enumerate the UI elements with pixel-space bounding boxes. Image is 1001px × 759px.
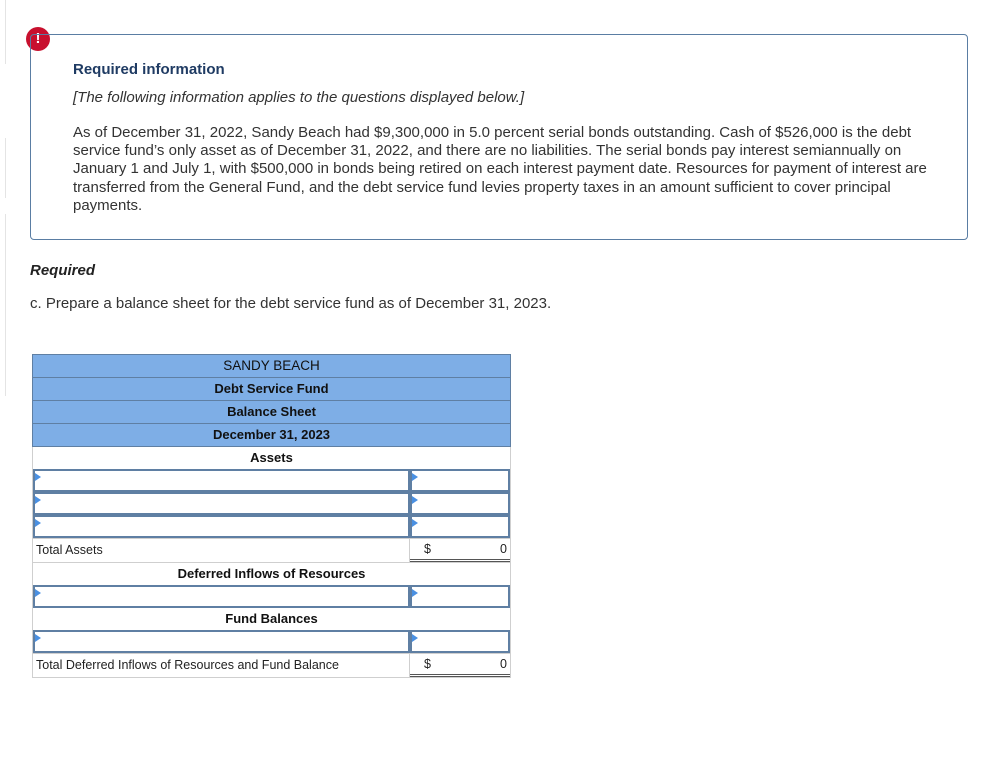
asset-account-dropdown-3[interactable] (33, 515, 410, 538)
sheet-header-statement: Balance Sheet (32, 400, 511, 423)
total-assets-value (410, 539, 510, 562)
required-information-box (30, 34, 968, 240)
sheet-header-fund: Debt Service Fund (32, 377, 511, 400)
asset-row-3 (32, 515, 511, 538)
deferred-row-1 (32, 585, 511, 608)
assets-section-label: Assets (32, 447, 511, 469)
required-label: Required (30, 262, 96, 279)
sheet-header-date: December 31, 2023 (32, 423, 511, 447)
asset-account-dropdown-2[interactable] (33, 492, 410, 515)
balance-sheet-worksheet (32, 354, 511, 678)
total-deferred-currency: $ (424, 657, 431, 671)
total-deferred-amount: 0 (500, 657, 507, 671)
left-edge-rule (0, 0, 6, 400)
asset-row-1 (32, 469, 511, 492)
deferred-amount-input-1[interactable] (410, 585, 510, 608)
fund-balance-row-1 (32, 630, 511, 653)
exclamation-icon: ! (26, 27, 50, 51)
asset-row-2 (32, 492, 511, 515)
total-assets-label: Total Assets (33, 539, 410, 562)
asset-amount-input-1[interactable] (410, 469, 510, 492)
asset-amount-input-2[interactable] (410, 492, 510, 515)
asset-account-dropdown-1[interactable] (33, 469, 410, 492)
question-text: c. Prepare a balance sheet for the debt service fund as of December 31, 2023. (30, 295, 552, 312)
total-assets-currency: $ (424, 542, 431, 556)
total-deferred-fund-balance-row (32, 653, 511, 678)
total-deferred-fund-balance-label: Total Deferred Inflows of Resources and Fund Balance (33, 654, 410, 677)
deferred-account-dropdown-1[interactable] (33, 585, 410, 608)
info-body: As of December 31, 2022, Sandy Beach had $9,300,000 in 5.0 percent serial bonds outstanding. Cash of $526,000 is the debt service fund’s only asset as of December 31, 2022, and there are no liabilities. The serial bonds pay interest semiannually on January 1 and July 1, with $500,000 in bonds being retired on each interest payment date. Resources for payment of interest are transferred from the General Fund, and the debt service fund levies property taxes in an amount sufficient to cover principal payments. (73, 124, 927, 214)
asset-amount-input-3[interactable] (410, 515, 510, 538)
total-deferred-fund-balance-value (410, 654, 510, 677)
fund-balances-section-label: Fund Balances (32, 608, 511, 630)
fund-balance-account-dropdown-1[interactable] (33, 630, 410, 653)
sheet-header-entity: SANDY BEACH (32, 354, 511, 377)
info-title: Required information (73, 61, 225, 78)
deferred-inflows-section-label: Deferred Inflows of Resources (32, 563, 511, 585)
info-subtitle: [The following information applies to the questions displayed below.] (73, 89, 525, 106)
total-assets-amount: 0 (500, 542, 507, 556)
total-assets-row (32, 538, 511, 563)
fund-balance-amount-input-1[interactable] (410, 630, 510, 653)
